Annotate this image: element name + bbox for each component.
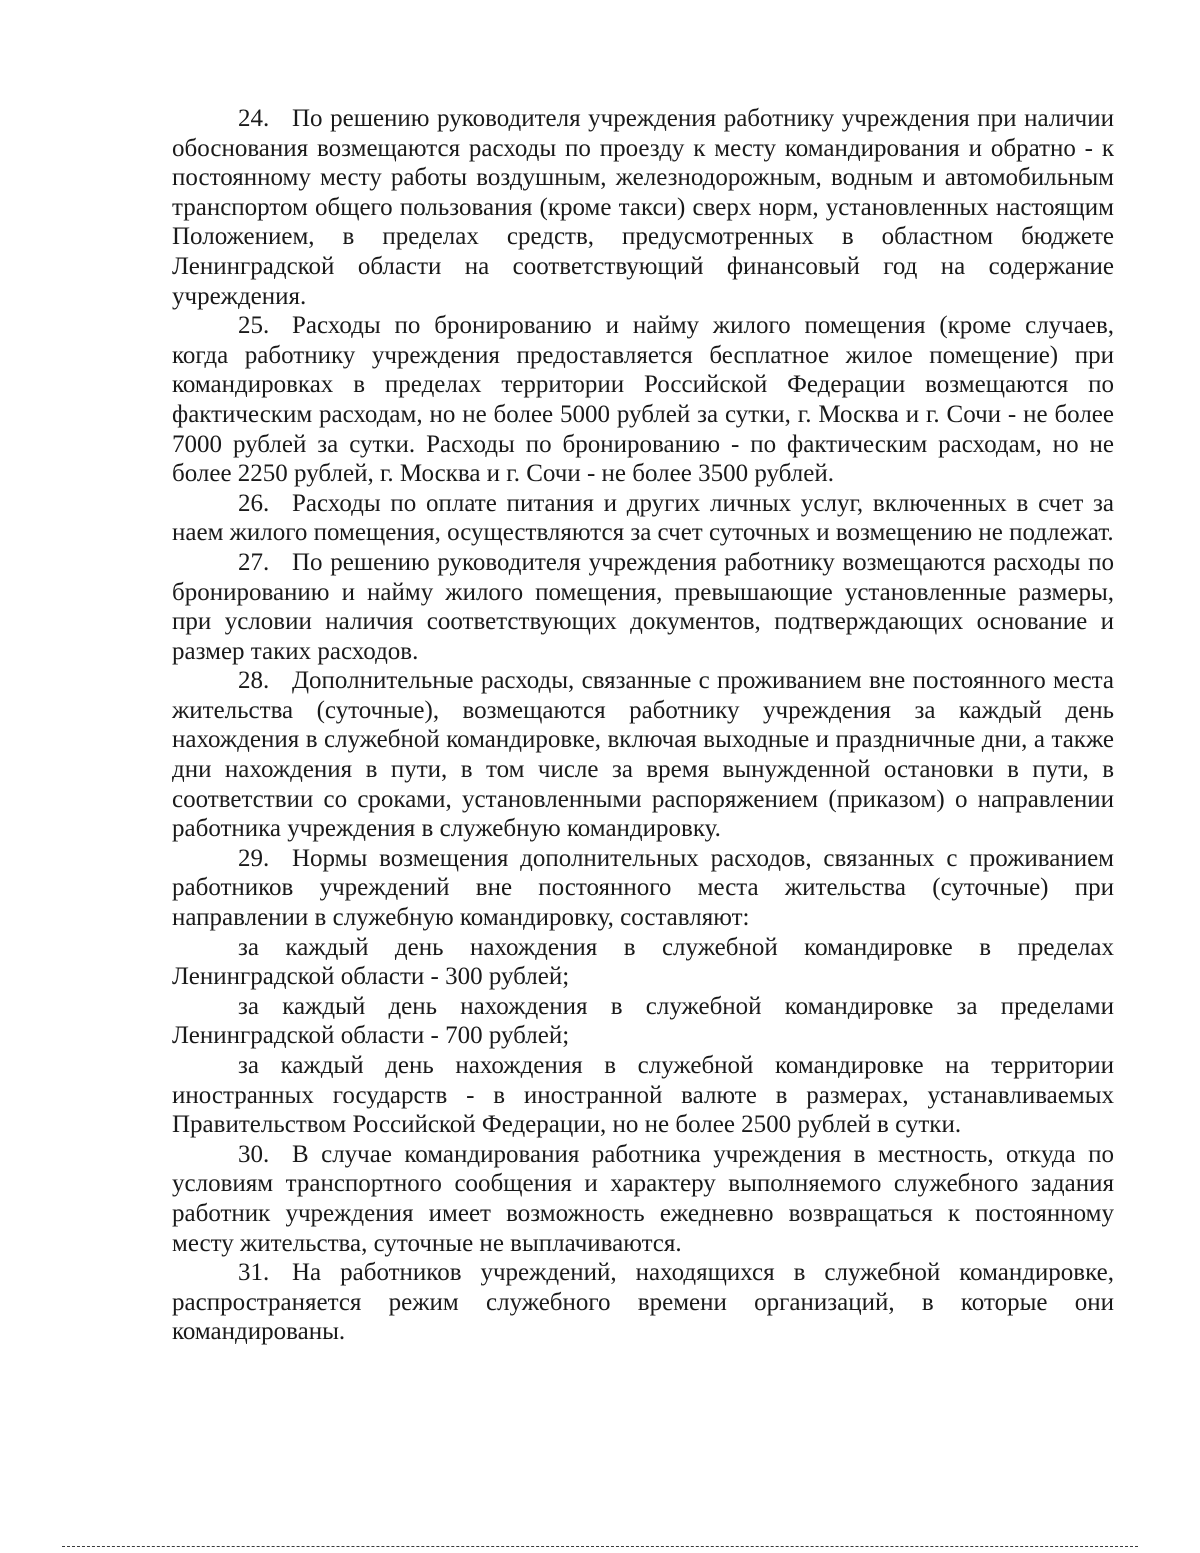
paragraph-text: По решению руководителя учреждения работнику учреждения при наличии обоснования возмещаются расходы по проезду к месту командирования и обратно - к постоянному месту работы воздушным, железнодорожным, водным и автомобильным транспортом общего пользования (кроме такси) сверх норм, установленных настоящим Положением, в пределах средств, предусмотренных в областном бюджете Ленинградской области на соответствующий финансовый год на содержание учреждения. [172,105,1114,310]
paragraph-number: 28. [238,667,270,695]
paragraph-31 [172,1258,1114,1347]
paragraph-number: 26. [238,489,270,517]
paragraph-30 [172,1140,1114,1258]
rate-item-foreign [172,1051,1114,1140]
paragraph-text: По решению руководителя учреждения работнику возмещаются расходы по бронированию и найму жилого помещения, превышающие установленные размеры, при условии наличия соответствующих документов, подтверждающих основание и размер таких расходов. [172,548,1114,665]
paragraph-text: за каждый день нахождения в служебной командировке в пределах Ленинградской области - 300 рублей; [172,933,1114,991]
paragraph-26 [172,489,1114,548]
rate-item-within-region [172,933,1114,992]
paragraph-number: 31. [238,1259,270,1287]
paragraph-text: В случае командирования работника учреждения в местность, откуда по условиям транспортного сообщения и характеру выполняемого служебного задания работник учреждения имеет возможность ежедневно возвращаться к постоянному месту жительства, суточные не выплачиваются. [172,1140,1114,1257]
paragraph-number: 24. [238,105,270,132]
paragraph-text: Расходы по оплате питания и других личных услуг, включенных в счет за наем жилого помещения, осуществляются за счет суточных и возмещению не подлежат. [172,489,1114,547]
document-body [172,104,1114,1347]
rate-item-outside-region [172,992,1114,1051]
paragraph-text: за каждый день нахождения в служебной командировке за пределами Ленинградской области - 700 рублей; [172,992,1114,1050]
footer-divider [62,1546,1138,1547]
paragraph-text: Расходы по бронированию и найму жилого помещения (кроме случаев, когда работнику учреждения предоставляется бесплатное жилое помещение) при командировках в пределах территории Российской Федерации возмещаются по фактическим расходам, но не более 5000 рублей за сутки, г. Москва и г. Сочи - не более 7000 рублей за сутки. Расходы по бронированию - по фактическим расходам, но не более 2250 рублей, г. Москва и г. Сочи - не более 3500 рублей. [172,312,1114,488]
paragraph-28 [172,666,1114,844]
paragraph-text: Нормы возмещения дополнительных расходов, связанных с проживанием работников учреждений вне постоянного места жительства (суточные) при направлении в служебную командировку, составляют: [172,844,1114,932]
paragraph-25 [172,311,1114,489]
paragraph-text: На работников учреждений, находящихся в служебной командировке, распространяется режим служебного времени организаций, в которые они командированы. [172,1259,1114,1346]
paragraph-24 [172,104,1114,311]
paragraph-text: за каждый день нахождения в служебной командировке на территории иностранных государств - в иностранной валюте в размерах, устанавливаемых Правительством Российской Федерации, но не более 2500 рублей в сутки. [172,1052,1114,1139]
paragraph-27 [172,548,1114,666]
paragraph-29 [172,844,1114,933]
paragraph-text: Дополнительные расходы, связанные с проживанием вне постоянного места жительства (суточные), возмещаются работнику учреждения за каждый день нахождения в служебной командировке, включая выходные и праздничные дни, а также дни нахождения в пути, в том числе за время вынужденной остановки в пути, в соответствии со сроками, установленными распоряжением (приказом) о направлении работника учреждения в служебную командировку. [172,667,1114,843]
paragraph-number: 30. [238,1140,270,1168]
paragraph-number: 29. [238,844,270,872]
paragraph-number: 27. [238,548,270,576]
paragraph-number: 25. [238,312,270,340]
